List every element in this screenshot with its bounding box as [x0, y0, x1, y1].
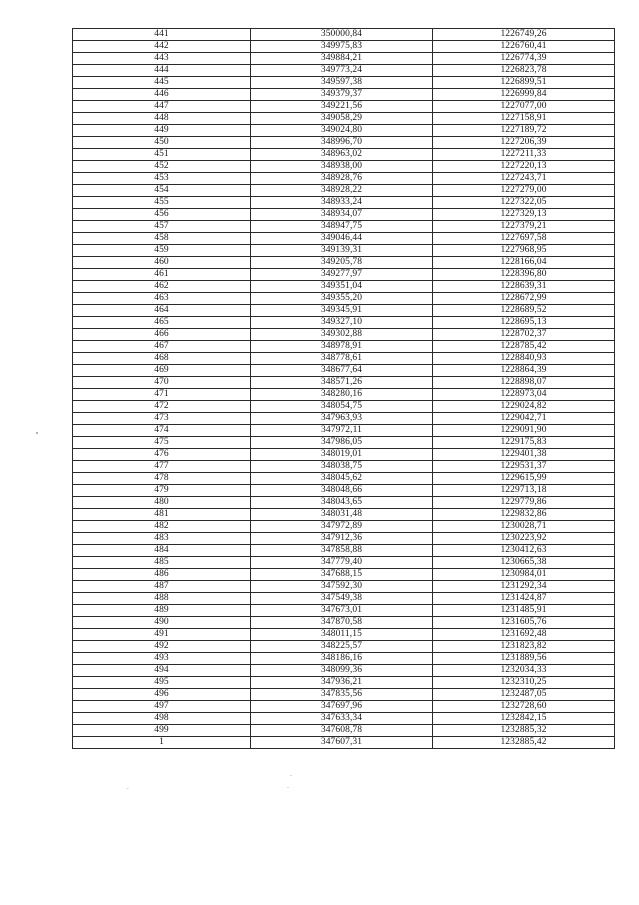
table-row [73, 197, 615, 209]
x-coordinate-cell: 347607,31 [251, 737, 433, 749]
table-row [73, 65, 615, 77]
table-row [73, 665, 615, 677]
y-coordinate-cell: 1228898,07 [433, 377, 615, 389]
point-number-cell: 444 [73, 65, 251, 77]
y-coordinate-cell: 1231485,91 [433, 605, 615, 617]
y-coordinate-cell: 1231692,48 [433, 629, 615, 641]
y-coordinate-cell: 1230028,71 [433, 521, 615, 533]
scan-speck [287, 787, 289, 788]
point-number-cell: 447 [73, 101, 251, 113]
point-number-cell: 464 [73, 305, 251, 317]
point-number-cell: 448 [73, 113, 251, 125]
x-coordinate-cell: 347963,93 [251, 413, 433, 425]
point-number-cell: 459 [73, 245, 251, 257]
point-number-cell: 495 [73, 677, 251, 689]
x-coordinate-cell: 349302,88 [251, 329, 433, 341]
y-coordinate-cell: 1229615,99 [433, 473, 615, 485]
table-row [73, 149, 615, 161]
table-row [73, 221, 615, 233]
x-coordinate-cell: 348225,57 [251, 641, 433, 653]
table-row [73, 437, 615, 449]
y-coordinate-cell: 1229401,38 [433, 449, 615, 461]
point-number-cell: 475 [73, 437, 251, 449]
x-coordinate-cell: 347936,21 [251, 677, 433, 689]
x-coordinate-cell: 348280,16 [251, 389, 433, 401]
table-row [73, 89, 615, 101]
y-coordinate-cell: 1228396,80 [433, 269, 615, 281]
y-coordinate-cell: 1227697,58 [433, 233, 615, 245]
point-number-cell: 465 [73, 317, 251, 329]
y-coordinate-cell: 1227279,00 [433, 185, 615, 197]
table-row [73, 257, 615, 269]
point-number-cell: 455 [73, 197, 251, 209]
coordinates-table [72, 28, 615, 749]
table-row [73, 449, 615, 461]
table-row [73, 569, 615, 581]
x-coordinate-cell: 349351,04 [251, 281, 433, 293]
point-number-cell: 467 [73, 341, 251, 353]
table-row [73, 509, 615, 521]
point-number-cell: 498 [73, 713, 251, 725]
x-coordinate-cell: 348011,15 [251, 629, 433, 641]
point-number-cell: 484 [73, 545, 251, 557]
point-number-cell: 499 [73, 725, 251, 737]
y-coordinate-cell: 1227322,05 [433, 197, 615, 209]
point-number-cell: 445 [73, 77, 251, 89]
table-row [73, 245, 615, 257]
point-number-cell: 458 [73, 233, 251, 245]
x-coordinate-cell: 347986,05 [251, 437, 433, 449]
y-coordinate-cell: 1227243,71 [433, 173, 615, 185]
y-coordinate-cell: 1231605,76 [433, 617, 615, 629]
table-row [73, 413, 615, 425]
table-row [73, 605, 615, 617]
x-coordinate-cell: 348019,01 [251, 449, 433, 461]
y-coordinate-cell: 1232487,05 [433, 689, 615, 701]
table-row [73, 473, 615, 485]
table-row [73, 533, 615, 545]
table-row [73, 281, 615, 293]
y-coordinate-cell: 1228689,52 [433, 305, 615, 317]
table-row [73, 269, 615, 281]
y-coordinate-cell: 1226749,26 [433, 29, 615, 41]
y-coordinate-cell: 1227206,39 [433, 137, 615, 149]
x-coordinate-cell: 347972,89 [251, 521, 433, 533]
point-number-cell: 461 [73, 269, 251, 281]
y-coordinate-cell: 1231889,56 [433, 653, 615, 665]
x-coordinate-cell: 349355,20 [251, 293, 433, 305]
table-row [73, 173, 615, 185]
point-number-cell: 451 [73, 149, 251, 161]
y-coordinate-cell: 1229175,83 [433, 437, 615, 449]
table-row [73, 137, 615, 149]
point-number-cell: 1 [73, 737, 251, 749]
point-number-cell: 476 [73, 449, 251, 461]
table-row [73, 713, 615, 725]
point-number-cell: 493 [73, 653, 251, 665]
point-number-cell: 457 [73, 221, 251, 233]
x-coordinate-cell: 348928,76 [251, 173, 433, 185]
point-number-cell: 452 [73, 161, 251, 173]
point-number-cell: 485 [73, 557, 251, 569]
y-coordinate-cell: 1230665,38 [433, 557, 615, 569]
table-row [73, 497, 615, 509]
y-coordinate-cell: 1228840,93 [433, 353, 615, 365]
table-row [73, 557, 615, 569]
point-number-cell: 442 [73, 41, 251, 53]
point-number-cell: 446 [73, 89, 251, 101]
table-row [73, 629, 615, 641]
y-coordinate-cell: 1230223,92 [433, 533, 615, 545]
y-coordinate-cell: 1226899,51 [433, 77, 615, 89]
y-coordinate-cell: 1232034,33 [433, 665, 615, 677]
table-row [73, 233, 615, 245]
x-coordinate-cell: 348186,16 [251, 653, 433, 665]
x-coordinate-cell: 347592,30 [251, 581, 433, 593]
point-number-cell: 486 [73, 569, 251, 581]
x-coordinate-cell: 349058,29 [251, 113, 433, 125]
x-coordinate-cell: 348031,48 [251, 509, 433, 521]
x-coordinate-cell: 348938,00 [251, 161, 433, 173]
x-coordinate-cell: 348947,75 [251, 221, 433, 233]
y-coordinate-cell: 1229832,86 [433, 509, 615, 521]
x-coordinate-cell: 348048,66 [251, 485, 433, 497]
point-number-cell: 471 [73, 389, 251, 401]
y-coordinate-cell: 1231823,82 [433, 641, 615, 653]
point-number-cell: 488 [73, 593, 251, 605]
point-number-cell: 443 [73, 53, 251, 65]
x-coordinate-cell: 348963,02 [251, 149, 433, 161]
table-row [73, 125, 615, 137]
scan-speck [126, 788, 129, 789]
x-coordinate-cell: 349327,10 [251, 317, 433, 329]
table-row [73, 353, 615, 365]
point-number-cell: 497 [73, 701, 251, 713]
x-coordinate-cell: 348045,62 [251, 473, 433, 485]
scan-speck [290, 775, 292, 776]
x-coordinate-cell: 349345,91 [251, 305, 433, 317]
y-coordinate-cell: 1226760,41 [433, 41, 615, 53]
point-number-cell: 468 [73, 353, 251, 365]
x-coordinate-cell: 347858,88 [251, 545, 433, 557]
x-coordinate-cell: 348054,75 [251, 401, 433, 413]
point-number-cell: 454 [73, 185, 251, 197]
point-number-cell: 462 [73, 281, 251, 293]
x-coordinate-cell: 349277,97 [251, 269, 433, 281]
point-number-cell: 470 [73, 377, 251, 389]
x-coordinate-cell: 349046,44 [251, 233, 433, 245]
x-coordinate-cell: 347912,36 [251, 533, 433, 545]
point-number-cell: 466 [73, 329, 251, 341]
x-coordinate-cell: 349205,78 [251, 257, 433, 269]
point-number-cell: 441 [73, 29, 251, 41]
y-coordinate-cell: 1231292,34 [433, 581, 615, 593]
point-number-cell: 492 [73, 641, 251, 653]
y-coordinate-cell: 1232310,25 [433, 677, 615, 689]
coordinates-table-body [73, 29, 615, 749]
table-row [73, 41, 615, 53]
table-row [73, 161, 615, 173]
point-number-cell: 479 [73, 485, 251, 497]
y-coordinate-cell: 1227211,33 [433, 149, 615, 161]
table-row [73, 689, 615, 701]
x-coordinate-cell: 348933,24 [251, 197, 433, 209]
point-number-cell: 463 [73, 293, 251, 305]
table-row [73, 485, 615, 497]
scan-speck [36, 432, 38, 434]
table-row [73, 545, 615, 557]
x-coordinate-cell: 348778,61 [251, 353, 433, 365]
point-number-cell: 490 [73, 617, 251, 629]
x-coordinate-cell: 349139,31 [251, 245, 433, 257]
table-row [73, 425, 615, 437]
y-coordinate-cell: 1228695,13 [433, 317, 615, 329]
table-row [73, 341, 615, 353]
x-coordinate-cell: 348043,65 [251, 497, 433, 509]
table-row [73, 401, 615, 413]
table-row [73, 305, 615, 317]
y-coordinate-cell: 1227158,91 [433, 113, 615, 125]
x-coordinate-cell: 348978,91 [251, 341, 433, 353]
x-coordinate-cell: 347673,01 [251, 605, 433, 617]
table-row [73, 725, 615, 737]
y-coordinate-cell: 1228166,04 [433, 257, 615, 269]
y-coordinate-cell: 1229024,82 [433, 401, 615, 413]
y-coordinate-cell: 1226999,84 [433, 89, 615, 101]
x-coordinate-cell: 349379,37 [251, 89, 433, 101]
y-coordinate-cell: 1227379,21 [433, 221, 615, 233]
point-number-cell: 453 [73, 173, 251, 185]
y-coordinate-cell: 1228672,99 [433, 293, 615, 305]
x-coordinate-cell: 349884,21 [251, 53, 433, 65]
table-row [73, 593, 615, 605]
table-row [73, 461, 615, 473]
point-number-cell: 494 [73, 665, 251, 677]
y-coordinate-cell: 1229091,90 [433, 425, 615, 437]
point-number-cell: 480 [73, 497, 251, 509]
point-number-cell: 496 [73, 689, 251, 701]
point-number-cell: 483 [73, 533, 251, 545]
x-coordinate-cell: 348677,64 [251, 365, 433, 377]
table-row [73, 737, 615, 749]
x-coordinate-cell: 349221,56 [251, 101, 433, 113]
x-coordinate-cell: 348099,36 [251, 665, 433, 677]
point-number-cell: 472 [73, 401, 251, 413]
table-row [73, 365, 615, 377]
y-coordinate-cell: 1228702,37 [433, 329, 615, 341]
y-coordinate-cell: 1227077,00 [433, 101, 615, 113]
point-number-cell: 487 [73, 581, 251, 593]
point-number-cell: 450 [73, 137, 251, 149]
table-row [73, 329, 615, 341]
table-row [73, 389, 615, 401]
point-number-cell: 460 [73, 257, 251, 269]
y-coordinate-cell: 1230412,63 [433, 545, 615, 557]
y-coordinate-cell: 1228973,04 [433, 389, 615, 401]
point-number-cell: 491 [73, 629, 251, 641]
table-row [73, 77, 615, 89]
x-coordinate-cell: 347835,56 [251, 689, 433, 701]
y-coordinate-cell: 1232885,32 [433, 725, 615, 737]
x-coordinate-cell: 349773,24 [251, 65, 433, 77]
x-coordinate-cell: 347779,40 [251, 557, 433, 569]
point-number-cell: 469 [73, 365, 251, 377]
x-coordinate-cell: 348996,70 [251, 137, 433, 149]
y-coordinate-cell: 1232728,60 [433, 701, 615, 713]
table-row [73, 521, 615, 533]
table-row [73, 29, 615, 41]
y-coordinate-cell: 1230984,01 [433, 569, 615, 581]
y-coordinate-cell: 1232885,42 [433, 737, 615, 749]
point-number-cell: 477 [73, 461, 251, 473]
x-coordinate-cell: 350000,84 [251, 29, 433, 41]
x-coordinate-cell: 348038,75 [251, 461, 433, 473]
table-row [73, 617, 615, 629]
point-number-cell: 478 [73, 473, 251, 485]
point-number-cell: 482 [73, 521, 251, 533]
point-number-cell: 481 [73, 509, 251, 521]
point-number-cell: 474 [73, 425, 251, 437]
x-coordinate-cell: 347697,96 [251, 701, 433, 713]
table-row [73, 677, 615, 689]
table-row [73, 377, 615, 389]
x-coordinate-cell: 349024,80 [251, 125, 433, 137]
x-coordinate-cell: 348928,22 [251, 185, 433, 197]
y-coordinate-cell: 1228639,31 [433, 281, 615, 293]
x-coordinate-cell: 349975,83 [251, 41, 433, 53]
y-coordinate-cell: 1226774,39 [433, 53, 615, 65]
table-row [73, 113, 615, 125]
table-row [73, 185, 615, 197]
x-coordinate-cell: 347688,15 [251, 569, 433, 581]
x-coordinate-cell: 348571,26 [251, 377, 433, 389]
x-coordinate-cell: 348934,07 [251, 209, 433, 221]
x-coordinate-cell: 347972,11 [251, 425, 433, 437]
x-coordinate-cell: 347633,34 [251, 713, 433, 725]
y-coordinate-cell: 1229531,37 [433, 461, 615, 473]
x-coordinate-cell: 347549,38 [251, 593, 433, 605]
table-row [73, 293, 615, 305]
x-coordinate-cell: 347608,78 [251, 725, 433, 737]
y-coordinate-cell: 1229713,18 [433, 485, 615, 497]
table-row [73, 317, 615, 329]
y-coordinate-cell: 1231424,87 [433, 593, 615, 605]
table-row [73, 101, 615, 113]
x-coordinate-cell: 349597,38 [251, 77, 433, 89]
y-coordinate-cell: 1227329,13 [433, 209, 615, 221]
y-coordinate-cell: 1226823,78 [433, 65, 615, 77]
table-row [73, 653, 615, 665]
y-coordinate-cell: 1227220,13 [433, 161, 615, 173]
y-coordinate-cell: 1227968,95 [433, 245, 615, 257]
y-coordinate-cell: 1227189,72 [433, 125, 615, 137]
table-row [73, 641, 615, 653]
table-row [73, 581, 615, 593]
point-number-cell: 473 [73, 413, 251, 425]
y-coordinate-cell: 1229042,71 [433, 413, 615, 425]
table-row [73, 701, 615, 713]
table-row [73, 209, 615, 221]
x-coordinate-cell: 347870,58 [251, 617, 433, 629]
point-number-cell: 489 [73, 605, 251, 617]
point-number-cell: 456 [73, 209, 251, 221]
point-number-cell: 449 [73, 125, 251, 137]
y-coordinate-cell: 1228785,42 [433, 341, 615, 353]
y-coordinate-cell: 1232842,15 [433, 713, 615, 725]
y-coordinate-cell: 1229779,86 [433, 497, 615, 509]
y-coordinate-cell: 1228864,39 [433, 365, 615, 377]
table-row [73, 53, 615, 65]
